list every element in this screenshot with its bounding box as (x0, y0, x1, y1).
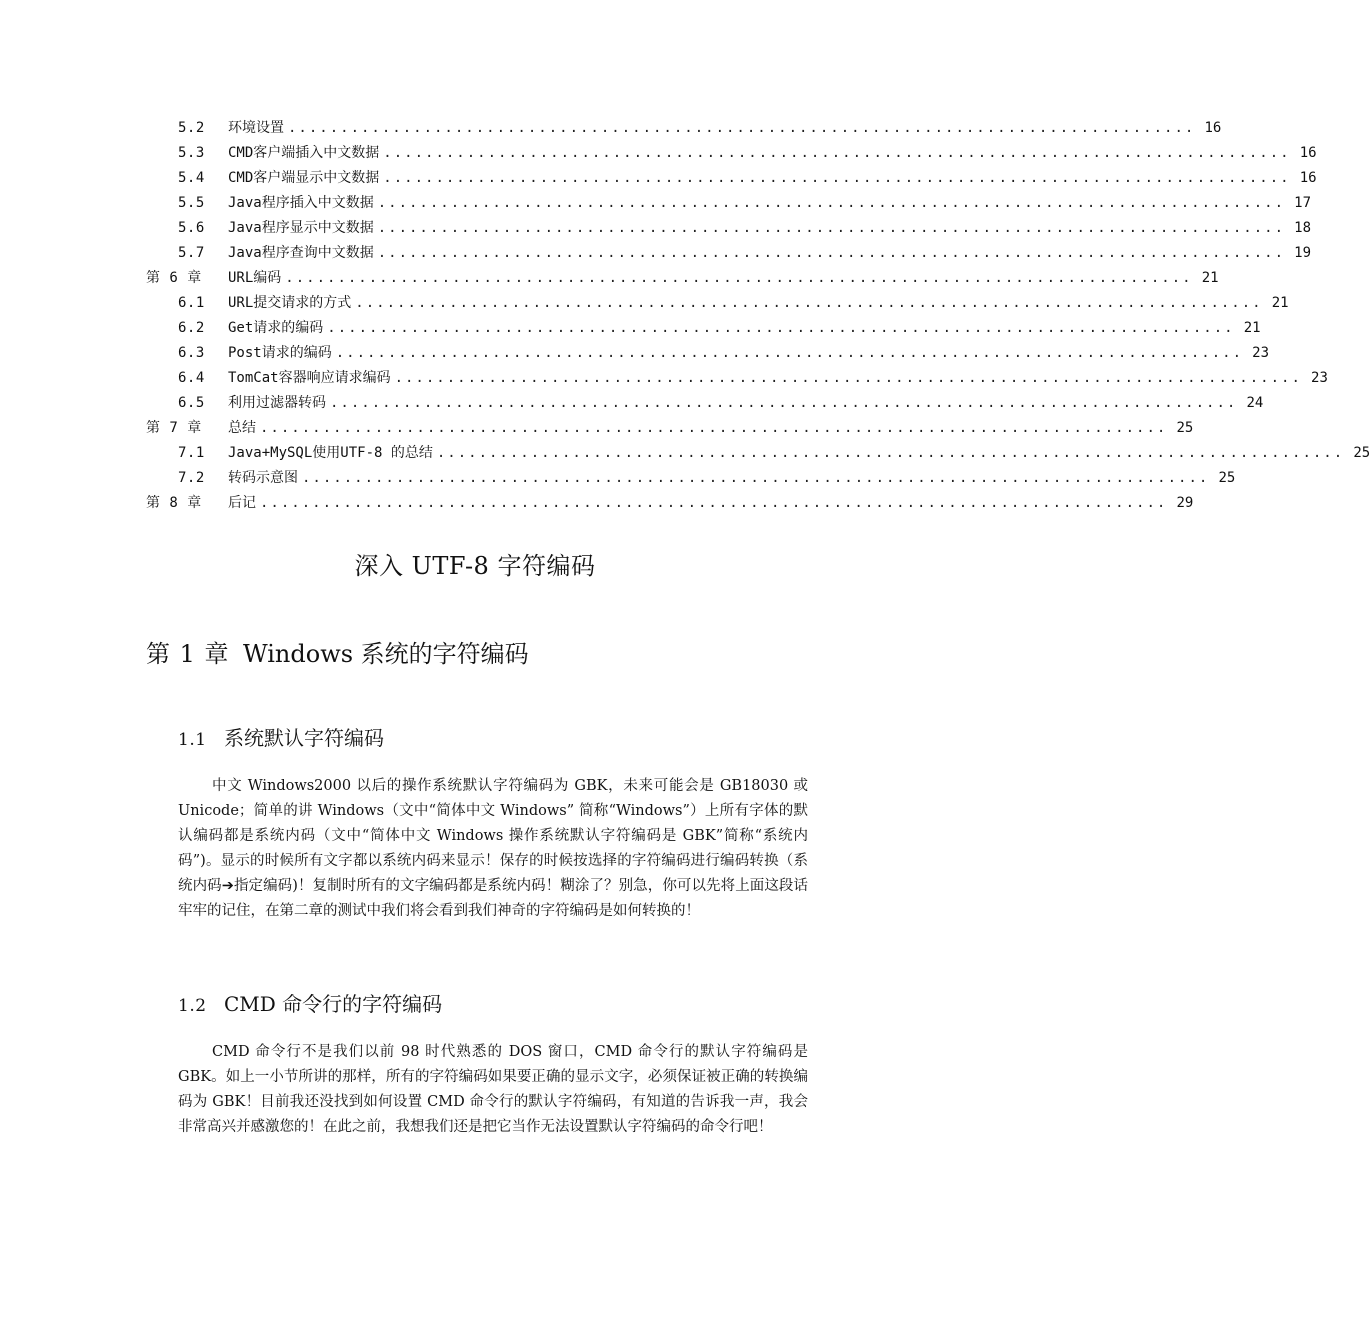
toc-title: Java程序插入中文数据 (228, 195, 374, 211)
toc-leader: ....................................................................................... (260, 495, 1168, 511)
toc-row[interactable] (146, 316, 1261, 341)
section-number: 1.2 (178, 996, 207, 1016)
toc-page: 18 (1294, 220, 1312, 236)
toc-leader: ....................................................................................... (335, 345, 1244, 361)
toc-page: 25 (1218, 470, 1236, 486)
body-paragraph: 中文 Windows2000 以后的操作系统默认字符编码为 GBK，未来可能会是 GB18030 或 Unicode；简单的讲 Windows（文中“简体中文 Windows” 简称“Windows”）上所有字体的默认编码都是系统内码（文中“简体中文 Windows 操作系统默认字符编码是 GBK”简称“系统内码”)。显示的时候所有文字都以系统内码来显示！保存的时候按选择的字符编码进行编码转换（系统内码➔指定编码)！复制时所有的文字编码都是系统内码！糊涂了？别急，你可以先将上面这段话牢牢的记住，在第二章的测试中我们将会看到我们神奇的字符编码是如何转换的！ (178, 778, 808, 919)
toc-row[interactable] (146, 241, 1312, 266)
toc-title: CMD客户端插入中文数据 (228, 145, 380, 161)
toc-title: Java程序显示中文数据 (228, 220, 374, 236)
toc-leader: ....................................................................................... (394, 370, 1302, 386)
table-of-contents (146, 116, 1370, 516)
toc-row[interactable] (146, 466, 1236, 491)
toc-row[interactable] (146, 166, 1317, 191)
toc-number: 5.5 (178, 195, 205, 211)
toc-page: 21 (1201, 270, 1219, 286)
toc-page: 21 (1271, 295, 1289, 311)
toc-title: 转码示意图 (228, 470, 298, 486)
body-paragraph: CMD 命令行不是我们以前 98 时代熟悉的 DOS 窗口，CMD 命令行的默认字符编码是 GBK。如上一小节所讲的那样，所有的字符编码如果要正确的显示文字，必须保证被正确的转换编码为 GBK！目前我还没找到如何设置 CMD 命令行的默认字符编码，有知道的告诉我一声，我会非常高兴并感激您的！在此之前，我想我们还是把它当作无法设置默认字符编码的命令行吧！ (178, 1044, 808, 1135)
toc-leader: ....................................................................................... (288, 120, 1196, 136)
toc-number: 第 7 章 (146, 420, 202, 436)
toc-number: 6.5 (178, 395, 205, 411)
toc-title: Java程序查询中文数据 (228, 245, 374, 261)
toc-page: 16 (1299, 170, 1317, 186)
toc-leader: ....................................................................................... (330, 395, 1238, 411)
toc-title: CMD客户端显示中文数据 (228, 170, 380, 186)
toc-title: 环境设置 (228, 120, 284, 136)
toc-row[interactable] (146, 491, 1194, 516)
section-heading (178, 988, 442, 1017)
toc-page: 29 (1176, 495, 1194, 511)
toc-number: 7.2 (178, 470, 205, 486)
toc-leader: ....................................................................................... (377, 220, 1286, 236)
section-title: 系统默认字符编码 (224, 726, 384, 750)
toc-number: 5.7 (178, 245, 205, 261)
toc-row[interactable] (146, 441, 1370, 466)
toc-row[interactable] (146, 266, 1219, 291)
toc-number: 5.4 (178, 170, 205, 186)
toc-title: Get请求的编码 (228, 320, 324, 336)
toc-number: 7.1 (178, 445, 205, 461)
toc-row[interactable] (146, 116, 1222, 141)
toc-number: 5.6 (178, 220, 205, 236)
toc-page: 23 (1252, 345, 1270, 361)
toc-title: URL编码 (228, 270, 282, 286)
toc-leader: ....................................................................................... (383, 145, 1291, 161)
toc-title: 后记 (228, 495, 256, 511)
toc-title: Post请求的编码 (228, 345, 332, 361)
toc-page: 25 (1176, 420, 1194, 436)
chapter-number: 第 1 章 (146, 640, 230, 668)
toc-row[interactable] (146, 416, 1194, 441)
toc-leader: ....................................................................................... (377, 245, 1286, 261)
toc-row[interactable] (146, 291, 1289, 316)
toc-page: 17 (1294, 195, 1312, 211)
section-title: CMD 命令行的字符编码 (224, 992, 443, 1016)
toc-number: 6.3 (178, 345, 205, 361)
toc-leader: ....................................................................................... (377, 195, 1286, 211)
toc-page: 21 (1243, 320, 1261, 336)
toc-page: 25 (1353, 445, 1370, 461)
toc-page: 24 (1246, 395, 1264, 411)
toc-row[interactable] (146, 216, 1312, 241)
toc-page: 19 (1294, 245, 1312, 261)
toc-number: 6.1 (178, 295, 205, 311)
toc-page: 16 (1299, 145, 1317, 161)
chapter-title: Windows 系统的字符编码 (243, 640, 529, 668)
toc-leader: ....................................................................................... (285, 270, 1193, 286)
section-heading (178, 722, 384, 751)
chapter-heading (146, 634, 529, 669)
toc-title: 利用过滤器转码 (228, 395, 326, 411)
toc-title: TomCat容器响应请求编码 (228, 370, 391, 386)
toc-title: Java+MySQL使用UTF-8 的总结 (228, 445, 433, 461)
toc-number: 5.2 (178, 120, 205, 136)
toc-page: 23 (1311, 370, 1328, 386)
toc-leader: ....................................................................................... (260, 420, 1168, 436)
toc-number: 6.2 (178, 320, 205, 336)
toc-number: 5.3 (178, 145, 205, 161)
toc-number: 6.4 (178, 370, 205, 386)
toc-title: 总结 (228, 420, 256, 436)
toc-row[interactable] (146, 391, 1264, 416)
toc-row[interactable] (146, 191, 1312, 216)
toc-number: 第 6 章 (146, 270, 202, 286)
toc-leader: ....................................................................................... (436, 445, 1345, 461)
toc-leader: ....................................................................................... (355, 295, 1263, 311)
toc-leader: ....................................................................................... (302, 470, 1210, 486)
toc-row[interactable] (146, 141, 1317, 166)
toc-row[interactable] (146, 341, 1270, 366)
toc-title: URL提交请求的方式 (228, 295, 352, 311)
toc-leader: ....................................................................................... (327, 320, 1235, 336)
toc-number: 第 8 章 (146, 495, 202, 511)
section-number: 1.1 (178, 730, 207, 750)
toc-page: 16 (1204, 120, 1222, 136)
document-title: 深入 UTF-8 字符编码 (354, 552, 596, 580)
toc-row[interactable] (146, 366, 1328, 391)
toc-leader: ....................................................................................... (383, 170, 1291, 186)
